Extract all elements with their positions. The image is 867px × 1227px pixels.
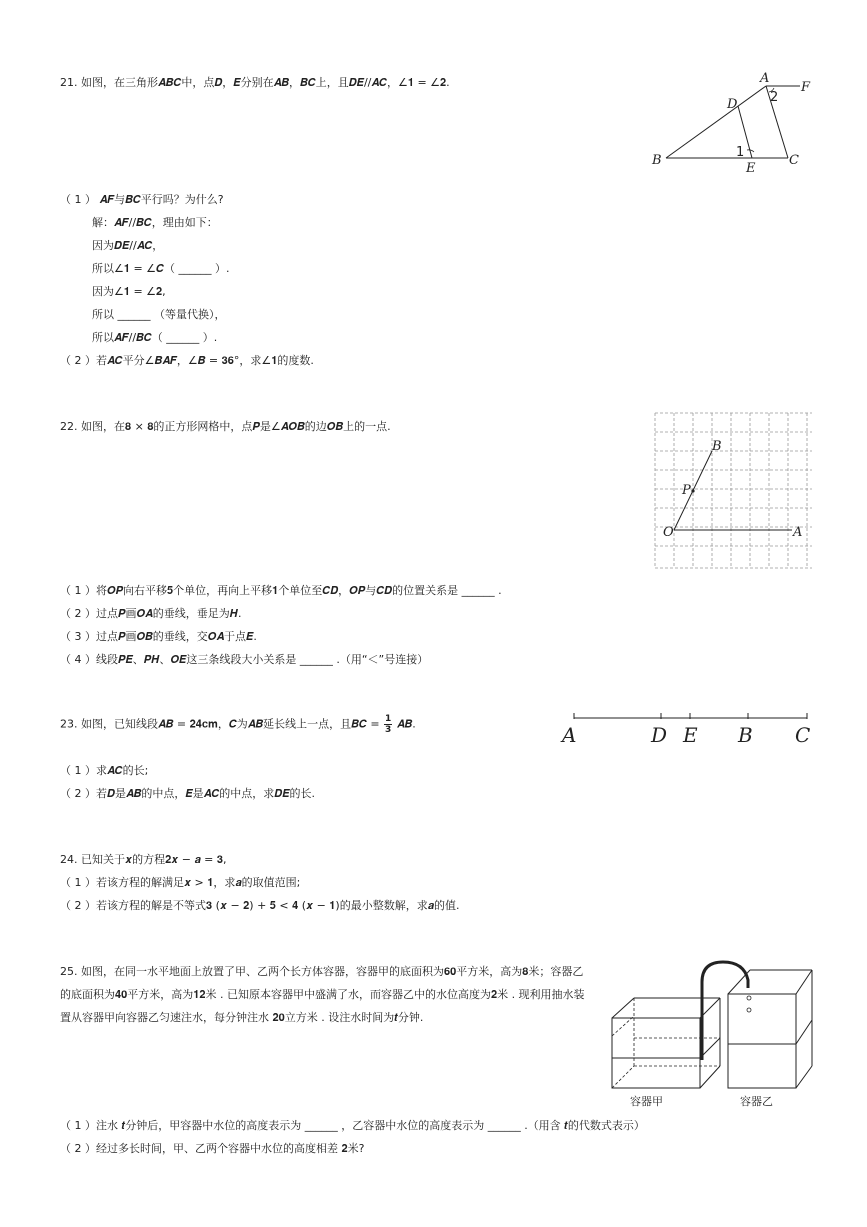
q23-frac-den: 3 (385, 725, 392, 735)
q25-stem-3: 置从容器甲向容器乙匀速注水，每分钟注水 𝟐𝟎立方米 . 设注水时间为𝒕分钟. (60, 1011, 424, 1024)
q23-segment-figure (560, 708, 810, 748)
q22-grid-figure (654, 412, 814, 572)
label-A: A (760, 71, 770, 86)
q23-fraction (384, 714, 392, 735)
q25-line-1: （ 1 ）注水 𝒕分钟后，甲容器中水位的高度表示为 ______ ，乙容器中水位的高度表示为 ______ .（用含 𝒕的代数式表示） (60, 1119, 645, 1132)
q21-line-5: 因为∠𝟏 = ∠𝟐, (92, 285, 166, 298)
label-E: E (683, 723, 698, 747)
label-A: A (793, 525, 803, 540)
label-D: D (727, 97, 738, 112)
q23-line-2: （ 2 ）若𝑫是𝑨𝑩的中点，𝑬是𝑨𝑪的中点，求𝑫𝑬的长. (60, 787, 316, 800)
label-B: B (738, 723, 753, 747)
label-F: F (801, 80, 811, 95)
q21-line-3: 因为𝑫𝑬//𝑨𝑪， (92, 239, 164, 252)
label-angle-1: 1 (736, 145, 745, 160)
q24-stem: 24. 已知关于𝒙的方程𝟐𝒙 − 𝒂 = 𝟑, (60, 853, 227, 866)
q23-stem (60, 714, 416, 740)
label-container-jia: 容器甲 (630, 1095, 663, 1108)
q22-line-1: （ 1 ）将𝑶𝑷向右平移𝟓个单位，再向上平移𝟏个单位至𝑪𝑫，𝑶𝑷与𝑪𝑫的位置关系是 ______ . (60, 584, 502, 597)
q22-line-4: （ 4 ）线段𝑷𝑬、𝑷𝑯、𝑶𝑬这三条线段大小关系是 ______ .（用“＜”号连接） (60, 653, 429, 666)
q25-stem-1: 25. 如图，在同一水平地面上放置了甲、乙两个长方体容器，容器甲的底面积为𝟔𝟎平方米，高为𝟖米；容器乙 (60, 965, 584, 978)
label-D: D (651, 723, 668, 747)
q23-line-1: （ 1 ）求𝑨𝑪的长; (60, 764, 149, 777)
q22-line-3: （ 3 ）过点𝑷画𝑶𝑩的垂线，交𝑶𝑨于点𝑬. (60, 630, 257, 643)
label-B: B (652, 153, 662, 168)
label-B: B (712, 439, 722, 454)
label-angle-2: 2 (770, 90, 779, 105)
q25-stem-2: 的底面积为𝟒𝟎平方米，高为𝟏𝟐米 . 已知原本容器甲中盛满了水，而容器乙中的水位高度为𝟐米 . 现利用抽水装 (60, 988, 585, 1001)
q21-line-8: （ 2 ）若𝑨𝑪平分∠𝑩𝑨𝑭，∠𝑩 = 𝟑𝟔°，求∠𝟏的度数. (60, 354, 314, 367)
label-E: E (746, 161, 756, 176)
q23-stem-b: 𝑨𝑩. (396, 717, 416, 731)
q25-containers-figure (608, 958, 818, 1108)
q23-stem-a: 23. 如图，已知线段𝑨𝑩 = 𝟐𝟒𝐜𝐦，𝑪为𝑨𝑩延长线上一点，且𝑩𝑪 = (60, 717, 380, 731)
label-C: C (795, 723, 810, 747)
q23-frac-num: 1 (385, 714, 392, 724)
q24-line-2: （ 2 ）若该方程的解是不等式𝟑 (𝒙 − 𝟐) + 𝟓 < 𝟒 (𝒙 − 𝟏)的最小整数解，求𝒂的值. (60, 899, 460, 912)
q21-line-7: 所以𝑨𝑭//𝑩𝑪（ ______ ）. (92, 331, 218, 344)
q21-line-2: 解：𝑨𝑭//𝑩𝑪，理由如下： (92, 216, 218, 229)
q22-line-2: （ 2 ）过点𝑷画𝑶𝑨的垂线，垂足为𝑯. (60, 607, 242, 620)
label-O: O (663, 525, 674, 540)
q25-line-2: （ 2 ）经过多长时间，甲、乙两个容器中水位的高度相差 𝟐米? (60, 1142, 365, 1155)
q21-stem: 21. 如图，在三角形𝑨𝑩𝑪中，点𝑫，𝑬分别在𝑨𝑩，𝑩𝑪上，且𝑫𝑬//𝑨𝑪，∠𝟏 = ∠𝟐. (60, 76, 450, 89)
label-C: C (789, 153, 799, 168)
label-A: A (562, 723, 577, 747)
q21-line-1: （ 1 ） 𝑨𝑭与𝑩𝑪平行吗？为什么? (60, 193, 224, 206)
q22-stem: 22. 如图，在𝟖 × 𝟖的正方形网格中，点𝑷是∠𝑨𝑶𝑩的边𝑶𝑩上的一点. (60, 420, 391, 433)
label-container-yi: 容器乙 (740, 1095, 773, 1108)
q21-triangle-figure (648, 70, 818, 180)
q21-line-4: 所以∠𝟏 = ∠𝑪（ ______ ）. (92, 262, 230, 275)
label-P: P (682, 483, 691, 498)
q24-line-1: （ 1 ）若该方程的解满足𝒙 > 𝟏，求𝒂的取值范围; (60, 876, 301, 889)
q21-line-6: 所以 ______ （等量代换）， (92, 308, 226, 321)
